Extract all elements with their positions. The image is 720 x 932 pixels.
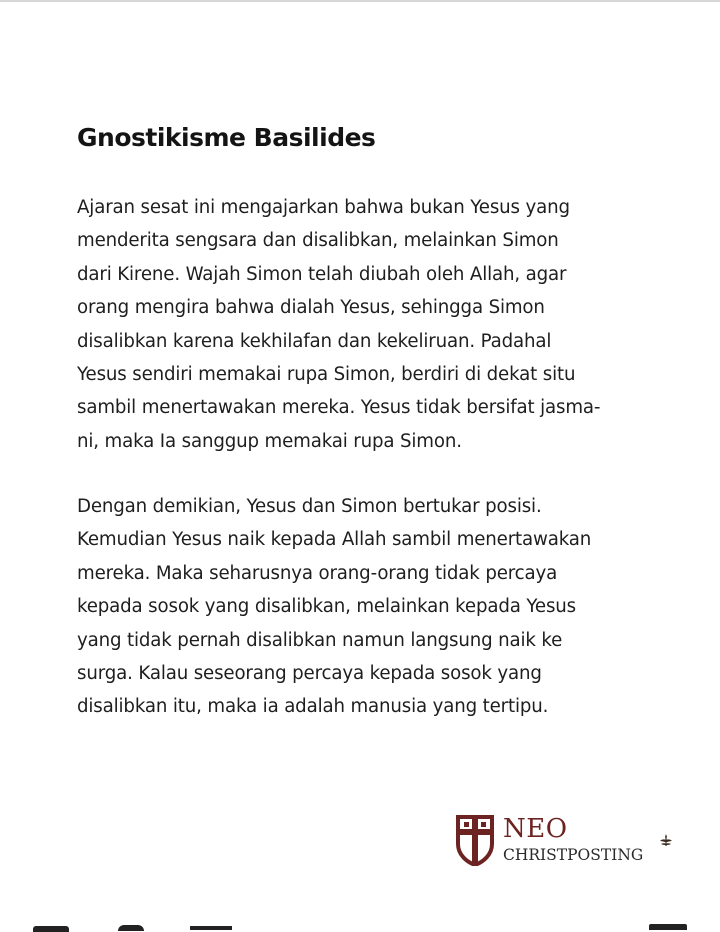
logo-wordmark-neo: NEO xyxy=(503,814,568,844)
paragraph-line: Yesus sendiri memakai rupa Simon, berdiri di dekat situ xyxy=(77,364,576,386)
paragraph-line: sambil menertawakan mereka. Yesus tidak bersifat jasma- xyxy=(77,397,601,419)
paragraph-2 xyxy=(77,490,591,724)
paragraph-line: Dengan demikian, Yesus dan Simon bertukar posisi. xyxy=(77,496,542,517)
paragraph-line: disalibkan karena kekhilafan dan kekeliruan. Padahal xyxy=(77,330,552,352)
paragraph-1 xyxy=(77,191,600,458)
like-icon[interactable] xyxy=(33,926,69,932)
share-icon[interactable] xyxy=(190,926,232,930)
comment-icon[interactable] xyxy=(118,925,144,931)
paragraph-line: yang tidak pernah disalibkan namun langsung naik ke xyxy=(77,629,563,651)
paragraph-line: surga. Kalau seseorang percaya kepada sosok yang xyxy=(77,663,542,685)
brand-logo xyxy=(455,814,680,870)
paragraph-line: disalibkan itu, maka ia adalah manusia yang tertipu. xyxy=(77,696,549,718)
shield-cross-icon xyxy=(455,814,495,866)
paragraph-line: mereka. Maka seharusnya orang-orang tidak percaya xyxy=(77,562,558,584)
bookmark-icon[interactable] xyxy=(649,924,687,930)
paragraph-line: menderita sengsara dan disalibkan, melainkan Simon xyxy=(77,230,559,252)
logo-wordmark-christposting: CHRISTPOSTING xyxy=(503,846,644,864)
article-title: Gnostikisme Basilides xyxy=(77,123,376,152)
article xyxy=(77,118,677,718)
crown-ornament-icon xyxy=(657,832,675,850)
top-divider xyxy=(0,0,720,2)
paragraph-line: orang mengira bahwa dialah Yesus, sehingga Simon xyxy=(77,297,545,319)
paragraph-line: ni, maka Ia sanggup memakai rupa Simon. xyxy=(77,430,462,452)
paragraph-line: kepada sosok yang disalibkan, melainkan kepada Yesus xyxy=(77,596,576,618)
paragraph-line: Ajaran sesat ini mengajarkan bahwa bukan Yesus yang xyxy=(77,197,570,218)
bottom-toolbar-partial xyxy=(0,918,720,929)
paragraph-line: Kemudian Yesus naik kepada Allah sambil menertawakan xyxy=(77,529,592,551)
paragraph-line: dari Kirene. Wajah Simon telah diubah oleh Allah, agar xyxy=(77,263,567,285)
